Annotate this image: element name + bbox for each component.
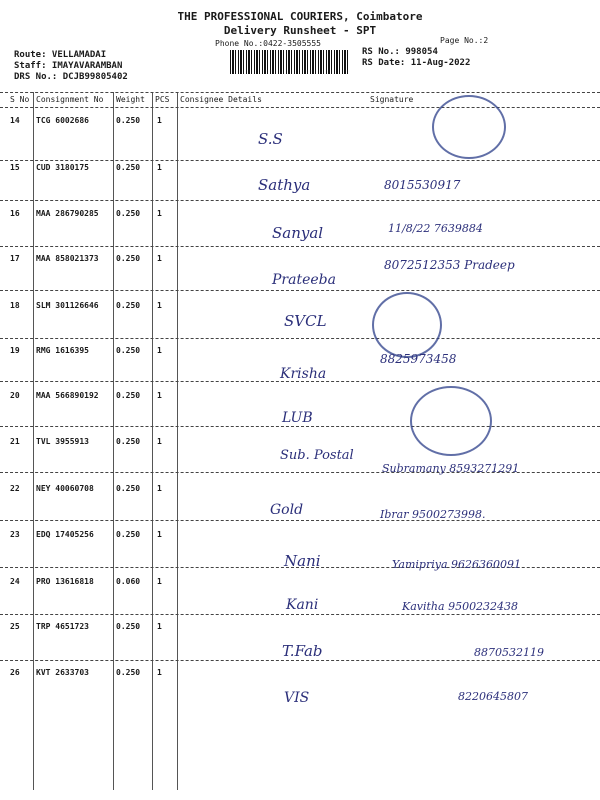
row-pcs: 1 [157,163,162,172]
route: Route: VELLAMADAI [14,50,107,60]
row-divider [0,107,600,108]
drs-number: DRS No.: DCJB99805402 [14,72,128,82]
phone-number: Phone No.:0422-3505555 [215,39,321,48]
signature: 8015530917 [384,178,461,192]
row-consignment: EDQ 17405256 [36,530,94,539]
consignee-name: Krisha [280,366,327,382]
row-consignment: TCG 6002686 [36,116,89,125]
row-divider [0,92,600,93]
row-pcs: 1 [157,346,162,355]
row-consignment: MAA 286790285 [36,209,99,218]
row-divider [0,290,600,291]
row-pcs: 1 [157,254,162,263]
signature: 8870532119 [474,646,544,659]
row-pcs: 1 [157,437,162,446]
consignee-name: Gold [270,502,304,518]
row-pcs: 1 [157,116,162,125]
row-pcs: 1 [157,484,162,493]
rs-number: RS No.: 998054 [362,47,438,57]
signature: Ibrar 9500273998. [380,508,486,521]
consignee-name: Sanyal [272,224,324,242]
row-weight: 0.250 [116,346,141,355]
row-sno: 25 [10,622,20,631]
row-consignment: RMG 1616395 [36,346,89,355]
row-sno: 14 [10,116,20,125]
row-sno: 24 [10,577,20,586]
col-weight: Weight [116,95,145,104]
page-number: Page No.:2 [440,36,489,45]
consignee-name: Sub. Postal [280,448,354,463]
row-pcs: 1 [157,668,162,677]
signature: 8072512353 Pradeep [384,258,515,272]
row-weight: 0.250 [116,254,141,263]
row-divider [0,426,600,427]
courier-stamp [432,95,506,159]
row-pcs: 1 [157,391,162,400]
row-consignment: TRP 4651723 [36,622,89,631]
row-weight: 0.250 [116,209,141,218]
row-sno: 15 [10,163,20,172]
runsheet-subtitle: Delivery Runsheet - SPT [223,24,377,37]
column-divider [152,92,153,790]
row-consignment: SLM 301126646 [36,301,99,310]
consignee-name: Sathya [258,176,311,194]
runsheet-title: THE PROFESSIONAL COURIERS, Coimbatore [177,10,423,23]
row-consignment: TVL 3955913 [36,437,89,446]
row-sno: 21 [10,437,20,446]
row-weight: 0.250 [116,391,141,400]
col-consignment: Consignment No [36,95,104,104]
consignee-name: S.S [258,130,283,148]
row-pcs: 1 [157,530,162,539]
column-divider [177,92,178,790]
row-weight: 0.250 [116,437,141,446]
row-sno: 22 [10,484,20,493]
row-consignment: KVT 2633703 [36,668,89,677]
row-weight: 0.250 [116,484,141,493]
col-consignee-details: Consignee Details [180,95,262,104]
row-divider [0,614,600,615]
row-divider [0,246,600,247]
column-divider [33,92,34,790]
row-pcs: 1 [157,622,162,631]
row-divider [0,520,600,521]
row-divider [0,338,600,339]
signature: 8220645807 [458,690,528,703]
row-consignment: MAA 858021373 [36,254,99,263]
row-consignment: NEY 40060708 [36,484,94,493]
consignee-name: SVCL [284,312,327,330]
signature: 11/8/22 7639884 [388,222,483,235]
row-sno: 17 [10,254,20,263]
consignee-name: VIS [284,690,310,706]
row-sno: 23 [10,530,20,539]
row-weight: 0.250 [116,301,141,310]
signature: Subramany 8593271291 [382,462,520,475]
col-pcs: PCS [155,95,170,104]
row-sno: 18 [10,301,20,310]
row-weight: 0.250 [116,530,141,539]
row-pcs: 1 [157,301,162,310]
consignee-name: T.Fab [282,642,323,660]
row-weight: 0.250 [116,163,141,172]
rs-date: RS Date: 11-Aug-2022 [362,58,471,68]
row-weight: 0.250 [116,116,141,125]
staff: Staff: IMAYAVARAMBAN [14,61,123,71]
row-sno: 20 [10,391,20,400]
col-sno: S No [10,95,30,104]
row-consignment: CUD 3180175 [36,163,89,172]
signature: Kavitha 9500232438 [402,600,519,613]
col-signature: Signature [370,95,414,104]
signature: Yamipriya 9626360091 [392,558,521,571]
row-weight: 0.250 [116,668,141,677]
courier-stamp [410,386,492,456]
barcode [230,50,348,74]
row-consignment: PRO 13616818 [36,577,94,586]
row-weight: 0.060 [116,577,141,586]
row-divider [0,660,600,661]
column-divider [113,92,114,790]
row-pcs: 1 [157,209,162,218]
row-divider [0,160,600,161]
signature: 8825973458 [380,352,457,366]
consignee-name: Prateeba [272,272,336,288]
consignee-name: Kani [286,597,319,613]
row-divider [0,200,600,201]
row-pcs: 1 [157,577,162,586]
row-consignment: MAA 566890192 [36,391,99,400]
row-sno: 19 [10,346,20,355]
row-weight: 0.250 [116,622,141,631]
row-sno: 16 [10,209,20,218]
consignee-name: Nani [284,552,321,570]
row-sno: 26 [10,668,20,677]
consignee-name: LUB [282,410,313,426]
courier-stamp [372,292,442,358]
